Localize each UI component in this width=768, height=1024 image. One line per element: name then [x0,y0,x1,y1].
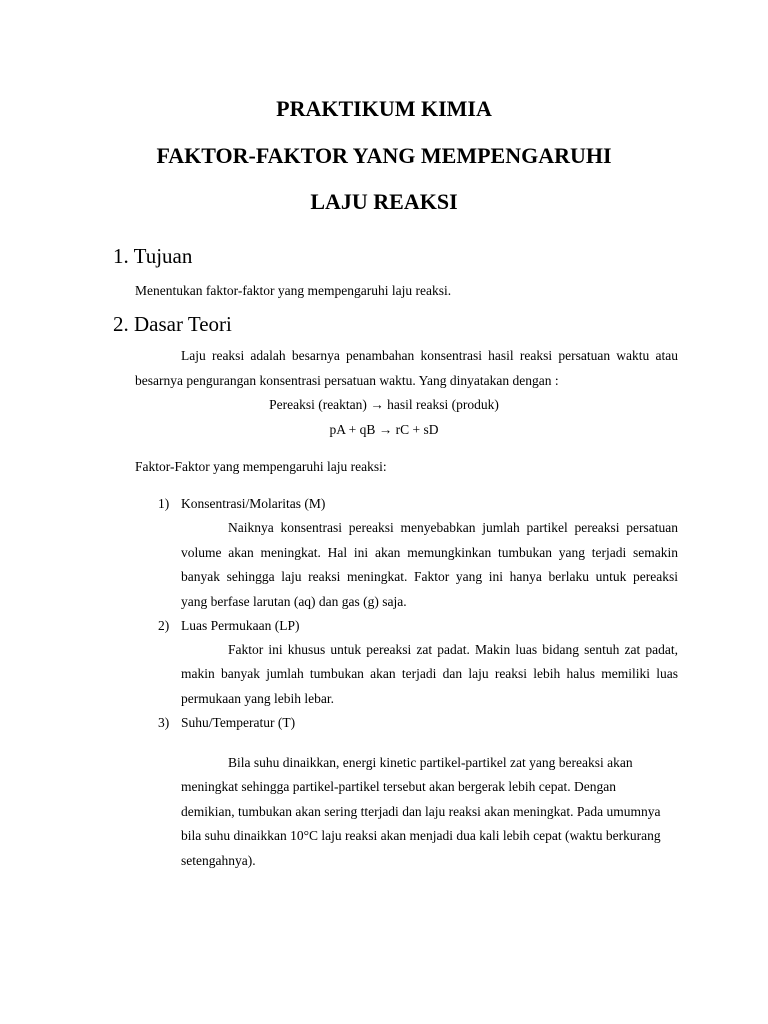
section-heading-tujuan: 1. Tujuan [113,244,193,268]
section-heading-dasar-teori: 2. Dasar Teori [113,312,232,336]
list-item-text-line: Faktor ini khusus untuk pereaksi zat padat. Makin luas bidang sentuh zat padat, [228,642,678,657]
list-item-text-line: banyak sehingga laju reaksi meningkat. Faktor yang ini hanya berlaku untuk pereaksi [181,569,678,584]
list-item-title: Luas Permukaan (LP) [181,618,300,633]
tujuan-text: Menentukan faktor-faktor yang mempengaruhi laju reaksi. [135,283,452,298]
list-item-text-line: Bila suhu dinaikkan, energi kinetic partikel-partikel zat yang bereaksi akan [228,755,633,770]
document-title-line-2: FAKTOR-FAKTOR YANG MEMPENGARUHI [156,143,612,168]
list-item-text-line: yang berfase larutan (aq) dan gas (g) saja. [181,594,407,609]
list-item-text-line: meningkat sehingga partikel-partikel tersebut akan bergerak lebih cepat. Dengan [181,779,616,794]
dasar-teori-paragraph-line-2: besarnya pengurangan konsentrasi persatuan waktu. Yang dinyatakan dengan : [135,373,559,388]
document-title-line-1: PRAKTIKUM KIMIA [276,96,492,121]
list-item-text-line: setengahnya). [181,853,256,868]
list-item-title: Konsentrasi/Molaritas (M) [181,496,326,511]
list-item-text-line: volume akan meningkat. Hal ini akan memungkinkan tumbukan yang terjadi semakin [181,545,678,560]
document-title-line-3: LAJU REAKSI [310,189,458,214]
list-item-number: 2) [158,618,170,633]
list-item-text-line: permukaan yang lebih lebar. [181,691,334,706]
list-item-title: Suhu/Temperatur (T) [181,715,296,730]
list-item-text-line: demikian, tumbukan akan sering tterjadi dan laju reaksi akan meningkat. Pada umumnya [181,804,661,819]
list-item-text-line: makin banyak jumlah tumbukan akan terjadi dan laju reaksi lebih halus memiliki luas [181,666,678,681]
list-item-number: 3) [158,715,170,730]
list-item-number: 1) [158,496,170,511]
reaction-equation-words: Pereaksi (reaktan) → hasil reaksi (produk) [269,397,499,412]
reaction-equation-symbols: pA + qB → rC + sD [329,422,439,437]
dasar-teori-paragraph-line-1: Laju reaksi adalah besarnya penambahan konsentrasi hasil reaksi persatuan waktu atau [181,348,678,363]
list-item-text-line: Naiknya konsentrasi pereaksi menyebabkan jumlah partikel pereaksi persatuan [228,520,678,535]
factors-intro: Faktor-Faktor yang mempengaruhi laju reaksi: [135,459,387,474]
list-item-text-line: bila suhu dinaikkan 10°C laju reaksi akan menjadi dua kali lebih cepat (waktu berkurang [181,828,661,843]
